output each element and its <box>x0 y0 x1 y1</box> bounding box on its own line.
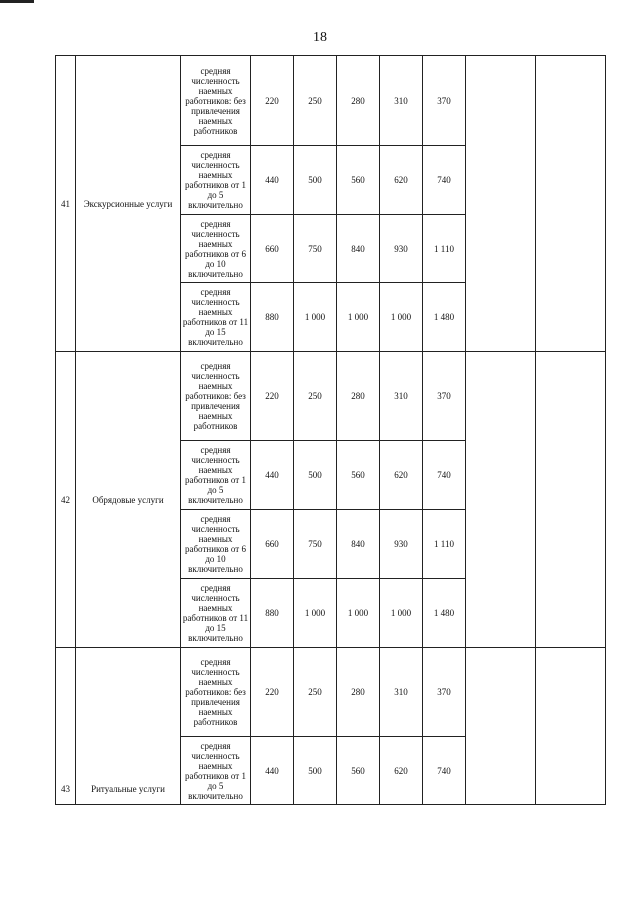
value-cell: 750 <box>294 510 337 579</box>
value-cell: 880 <box>251 283 294 352</box>
value-cell: 1 480 <box>423 579 466 648</box>
value-cell: 1 110 <box>423 215 466 283</box>
value-cell: 500 <box>294 441 337 510</box>
value-cell: 560 <box>337 441 380 510</box>
tier-description: средняя численность наемных работников от 11 до 15 включительно <box>181 283 251 352</box>
value-cell: 620 <box>380 737 423 805</box>
tier-description: средняя численность наемных работников от 1 до 5 включительно <box>181 441 251 510</box>
value-cell: 220 <box>251 56 294 146</box>
empty-cell <box>466 56 536 352</box>
value-cell: 220 <box>251 648 294 737</box>
tier-description: средняя численность наемных работников от 1 до 5 включительно <box>181 737 251 805</box>
value-cell: 740 <box>423 441 466 510</box>
row-number: 42 <box>56 352 76 648</box>
row-number: 43 <box>56 648 76 805</box>
value-cell: 660 <box>251 215 294 283</box>
service-name: Ритуальные услуги <box>76 648 181 805</box>
value-cell: 280 <box>337 352 380 441</box>
tier-description: средняя численность наемных работников от 6 до 10 включительно <box>181 215 251 283</box>
value-cell: 740 <box>423 146 466 215</box>
value-cell: 1 000 <box>380 283 423 352</box>
tariff-table <box>55 55 606 805</box>
value-cell: 310 <box>380 648 423 737</box>
value-cell: 1 110 <box>423 510 466 579</box>
value-cell: 310 <box>380 56 423 146</box>
value-cell: 500 <box>294 146 337 215</box>
tier-description: средняя численность наемных работников: без привлечения наемных работников <box>181 56 251 146</box>
value-cell: 1 480 <box>423 283 466 352</box>
table-row <box>56 648 606 737</box>
value-cell: 220 <box>251 352 294 441</box>
service-name: Экскурсионные услуги <box>76 56 181 352</box>
value-cell: 750 <box>294 215 337 283</box>
value-cell: 370 <box>423 648 466 737</box>
value-cell: 440 <box>251 441 294 510</box>
value-cell: 280 <box>337 56 380 146</box>
value-cell: 1 000 <box>337 579 380 648</box>
value-cell: 1 000 <box>294 579 337 648</box>
value-cell: 1 000 <box>380 579 423 648</box>
value-cell: 370 <box>423 56 466 146</box>
value-cell: 370 <box>423 352 466 441</box>
empty-cell <box>466 648 536 805</box>
row-number: 41 <box>56 56 76 352</box>
empty-cell <box>536 648 606 805</box>
value-cell: 740 <box>423 737 466 805</box>
empty-cell <box>466 352 536 648</box>
value-cell: 280 <box>337 648 380 737</box>
value-cell: 1 000 <box>294 283 337 352</box>
value-cell: 250 <box>294 352 337 441</box>
value-cell: 250 <box>294 56 337 146</box>
value-cell: 660 <box>251 510 294 579</box>
scan-mark <box>0 0 34 3</box>
value-cell: 930 <box>380 510 423 579</box>
value-cell: 440 <box>251 737 294 805</box>
value-cell: 440 <box>251 146 294 215</box>
tier-description: средняя численность наемных работников: без привлечения наемных работников <box>181 648 251 737</box>
value-cell: 880 <box>251 579 294 648</box>
tier-description: средняя численность наемных работников от 11 до 15 включительно <box>181 579 251 648</box>
value-cell: 560 <box>337 146 380 215</box>
value-cell: 620 <box>380 441 423 510</box>
table-row <box>56 352 606 441</box>
empty-cell <box>536 56 606 352</box>
value-cell: 930 <box>380 215 423 283</box>
value-cell: 560 <box>337 737 380 805</box>
service-name: Обрядовые услуги <box>76 352 181 648</box>
tier-description: средняя численность наемных работников от 6 до 10 включительно <box>181 510 251 579</box>
page-number: 18 <box>313 30 327 45</box>
value-cell: 1 000 <box>337 283 380 352</box>
value-cell: 310 <box>380 352 423 441</box>
value-cell: 250 <box>294 648 337 737</box>
value-cell: 620 <box>380 146 423 215</box>
tier-description: средняя численность наемных работников от 1 до 5 включительно <box>181 146 251 215</box>
table-row <box>56 56 606 146</box>
value-cell: 500 <box>294 737 337 805</box>
tier-description: средняя численность наемных работников: без привлечения наемных работников <box>181 352 251 441</box>
value-cell: 840 <box>337 215 380 283</box>
value-cell: 840 <box>337 510 380 579</box>
empty-cell <box>536 352 606 648</box>
